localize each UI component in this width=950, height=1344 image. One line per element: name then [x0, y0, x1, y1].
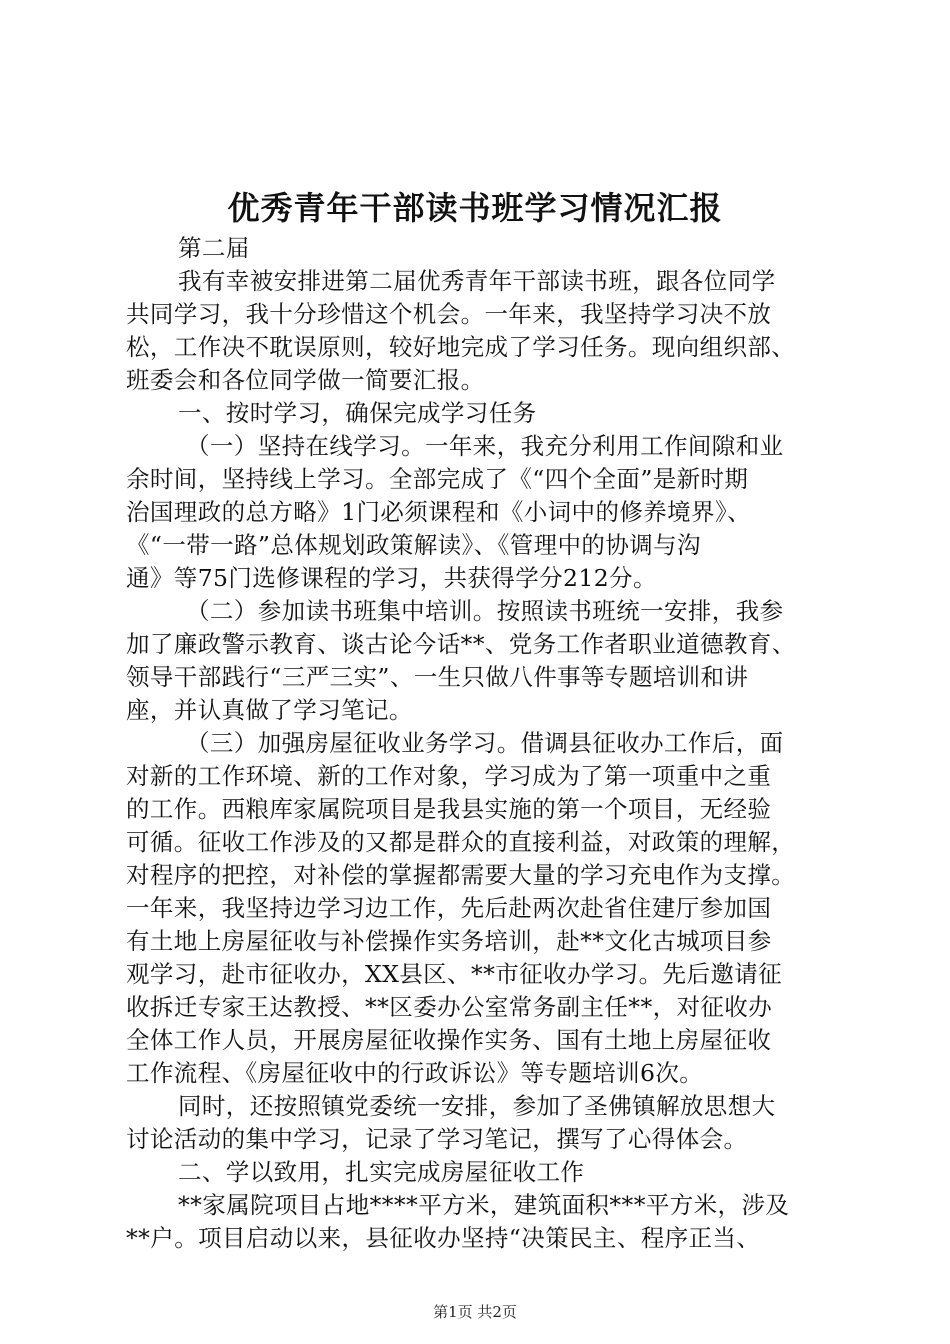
text-line: 治国理政的总方略》1门必须课程和《小词中的修养境界》、: [126, 498, 752, 526]
text-line: 我有幸被安排进第二届优秀青年干部读书班，跟各位同学: [178, 267, 776, 295]
text-line: 松，工作决不耽误原则，较好地完成了学习任务。现向组织部、: [126, 333, 796, 361]
text-line: 一年来，我坚持边学习边工作，先后赴两次赴省住建厅参加国: [126, 894, 772, 922]
text-line: 座，并认真做了学习笔记。: [126, 696, 413, 724]
text-line: 班委会和各位同学做一简要汇报。: [126, 366, 485, 394]
section-heading: 一、按时学习，确保完成学习任务: [178, 399, 537, 427]
text-line: 对程序的把控，对补偿的掌握都需要大量的学习充电作为支撑。: [126, 861, 796, 889]
text-line: 通》等75门选修课程的学习，共获得学分212分。: [126, 564, 657, 592]
text-line: 的工作。西粮库家属院项目是我县实施的第一个项目，无经验: [126, 795, 772, 823]
text-line: 观学习，赴市征收办，XX县区、**市征收办学习。先后邀请征: [126, 960, 783, 988]
page-number-footer: 第1页 共2页: [433, 1303, 517, 1321]
text-line: 同时，还按照镇党委统一安排，参加了圣佛镇解放思想大: [178, 1092, 776, 1120]
text-line: **户。项目启动以来，县征收办坚持“决策民主、程序正当、: [126, 1224, 761, 1252]
text-line: 共同学习，我十分珍惜这个机会。一年来，我坚持学习决不放: [126, 300, 772, 328]
text-line: 加了廉政警示教育、谈古论今话**、党务工作者职业道德教育、: [126, 630, 796, 658]
text-line: 讨论活动的集中学习，记录了学习笔记，撰写了心得体会。: [126, 1125, 748, 1153]
text-line: 有土地上房屋征收与补偿操作实务培训，赴**文化古城项目参: [126, 927, 772, 955]
text-line: 第二届: [178, 234, 250, 262]
text-line: **家属院项目占地****平方米，建筑面积***平方米，涉及: [178, 1191, 790, 1219]
text-line: 对新的工作环境、新的工作对象，学习成为了第一项重中之重: [126, 762, 772, 790]
text-line: 《“一带一路”总体规划政策解读》、《管理中的协调与沟: [126, 531, 701, 559]
text-line: 余时间，坚持线上学习。全部完成了《“四个全面”是新时期: [126, 465, 749, 493]
section-heading: 二、学以致用，扎实完成房屋征收工作: [178, 1158, 585, 1186]
text-line: （三）加强房屋征收业务学习。借调县征收办工作后，面: [186, 729, 784, 757]
text-line: 领导干部践行“三严三实”、一生只做八件事等专题培训和讲: [126, 663, 749, 691]
text-line: 工作流程、《房屋征收中的行政诉讼》等专题培训6次。: [126, 1059, 704, 1087]
page-title: 优秀青年干部读书班学习情况汇报: [227, 189, 723, 227]
text-line: 收拆迁专家王达教授、**区委办公室常务副主任**，对征收办: [126, 993, 773, 1021]
document-body: [126, 232, 836, 1255]
text-line: （二）参加读书班集中培训。按照读书班统一安排，我参: [186, 597, 784, 625]
text-line: （一）坚持在线学习。一年来，我充分利用工作间隙和业: [186, 432, 784, 460]
text-line: 全体工作人员，开展房屋征收操作实务、国有土地上房屋征收: [126, 1026, 772, 1054]
text-line: 可循。征收工作涉及的又都是群众的直接利益，对政策的理解，: [126, 828, 796, 856]
